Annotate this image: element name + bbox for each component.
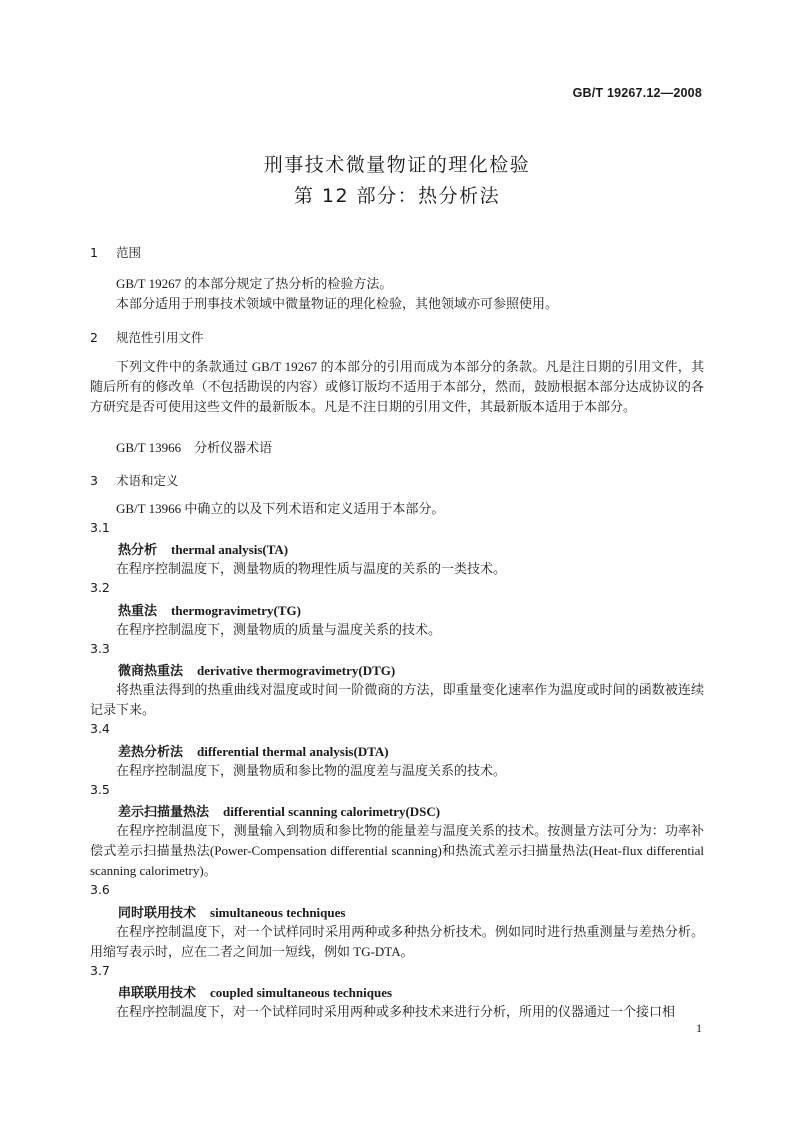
section-heading-normative-references <box>90 328 204 346</box>
term-en: thermal analysis(TA) <box>171 542 289 557</box>
term-heading <box>118 982 392 1001</box>
section-heading-terms-definitions <box>90 471 179 489</box>
term-definition: 在程序控制温度下，测量物质的质量与温度关系的技术。 <box>116 622 442 637</box>
term-definition: 在程序控制温度下，对一个试样同时采用两种或多种技术来进行分析，所用的仪器通过一个接口相 <box>116 1004 676 1019</box>
term-definition: 将热重法得到的热重曲线对温度或时间一阶微商的方法，即重量变化速率作为温度或时间的函数被连续记录下来。 <box>90 682 704 717</box>
normative-reference-item: GB/T 13966 分析仪器术语 <box>116 440 273 455</box>
term-heading <box>118 539 288 558</box>
term-number: 3.7 <box>90 963 110 978</box>
scope-paragraph-2: 本部分适用于刑事技术领域中微量物证的理化检验，其他领域亦可参照使用。 <box>116 296 559 311</box>
section-heading-scope <box>90 243 141 261</box>
term-number: 3.6 <box>90 882 110 897</box>
document-title-line2: 第 12 部分：热分析法 <box>293 185 501 207</box>
term-heading <box>118 660 395 679</box>
term-heading <box>118 801 440 820</box>
term-definition: 在程序控制温度下，测量物质和参比物的温度差与温度关系的技术。 <box>116 763 507 778</box>
term-zh: 微商热重法 <box>118 663 184 678</box>
term-heading <box>118 902 345 921</box>
term-en: differential thermal analysis(DTA) <box>197 744 389 759</box>
standard-code: GB/T 19267.12—2008 <box>572 86 702 100</box>
document-title-line1: 刑事技术微量物证的理化检验 <box>263 154 531 176</box>
term-number: 3.4 <box>90 721 110 736</box>
page-number: 1 <box>696 1021 702 1035</box>
terms-intro-paragraph: GB/T 13966 中确立的以及下列术语和定义适用于本部分。 <box>116 501 445 516</box>
term-zh: 差热分析法 <box>118 744 184 759</box>
term-zh: 串联联用技术 <box>118 985 197 1000</box>
term-en: thermogravimetry(TG) <box>171 603 301 618</box>
term-heading <box>118 741 389 760</box>
term-zh: 热重法 <box>118 603 158 618</box>
scope-paragraph-1: GB/T 19267 的本部分规定了热分析的检验方法。 <box>116 276 393 291</box>
section-title: 术语和定义 <box>115 473 179 488</box>
section-number: 1 <box>90 245 98 260</box>
term-en: coupled simultaneous techniques <box>210 985 393 1000</box>
section-number: 2 <box>90 330 98 345</box>
section-number: 3 <box>90 473 98 488</box>
term-definition: 在程序控制温度下，对一个试样同时采用两种或多种热分析技术。例如同时进行热重测量与差热分析。用缩写表示时，应在二者之间加一短线，例如 TG-DTA。 <box>90 924 704 959</box>
term-en: derivative thermogravimetry(DTG) <box>197 663 396 678</box>
normative-references-paragraph: 下列文件中的条款通过 GB/T 19267 的本部分的引用而成为本部分的条款。凡是注日期的引用文件，其随后所有的修改单（不包括勘误的内容）或修订版均不适用于本部分，然而，鼓励根据本部分达成协议的各方研究是否可使用这些文件的最新版本。凡是不注日期的引用文件，其最新版本适用于本部分。 <box>90 359 704 414</box>
term-definition: 在程序控制温度下，测量输入到物质和参比物的能量差与温度关系的技术。按测量方法可分为：功率补偿式差示扫描量热法(Power-Compensation differential scanning)和热流式差示扫描量热法(Heat-flux differential scanning calorimetry)。 <box>90 823 704 878</box>
term-en: differential scanning calorimetry(DSC) <box>223 804 441 819</box>
term-zh: 热分析 <box>118 542 158 557</box>
section-title: 规范性引用文件 <box>115 330 204 345</box>
section-title: 范围 <box>115 245 141 260</box>
term-definition: 在程序控制温度下，测量物质的物理性质与温度的关系的一类技术。 <box>116 561 507 576</box>
term-en: simultaneous techniques <box>210 905 346 920</box>
term-number: 3.1 <box>90 520 110 535</box>
term-zh: 差示扫描量热法 <box>118 804 210 819</box>
term-number: 3.3 <box>90 641 110 656</box>
term-number: 3.5 <box>90 782 110 797</box>
term-number: 3.2 <box>90 580 110 595</box>
term-zh: 同时联用技术 <box>118 905 197 920</box>
term-heading <box>118 600 301 619</box>
